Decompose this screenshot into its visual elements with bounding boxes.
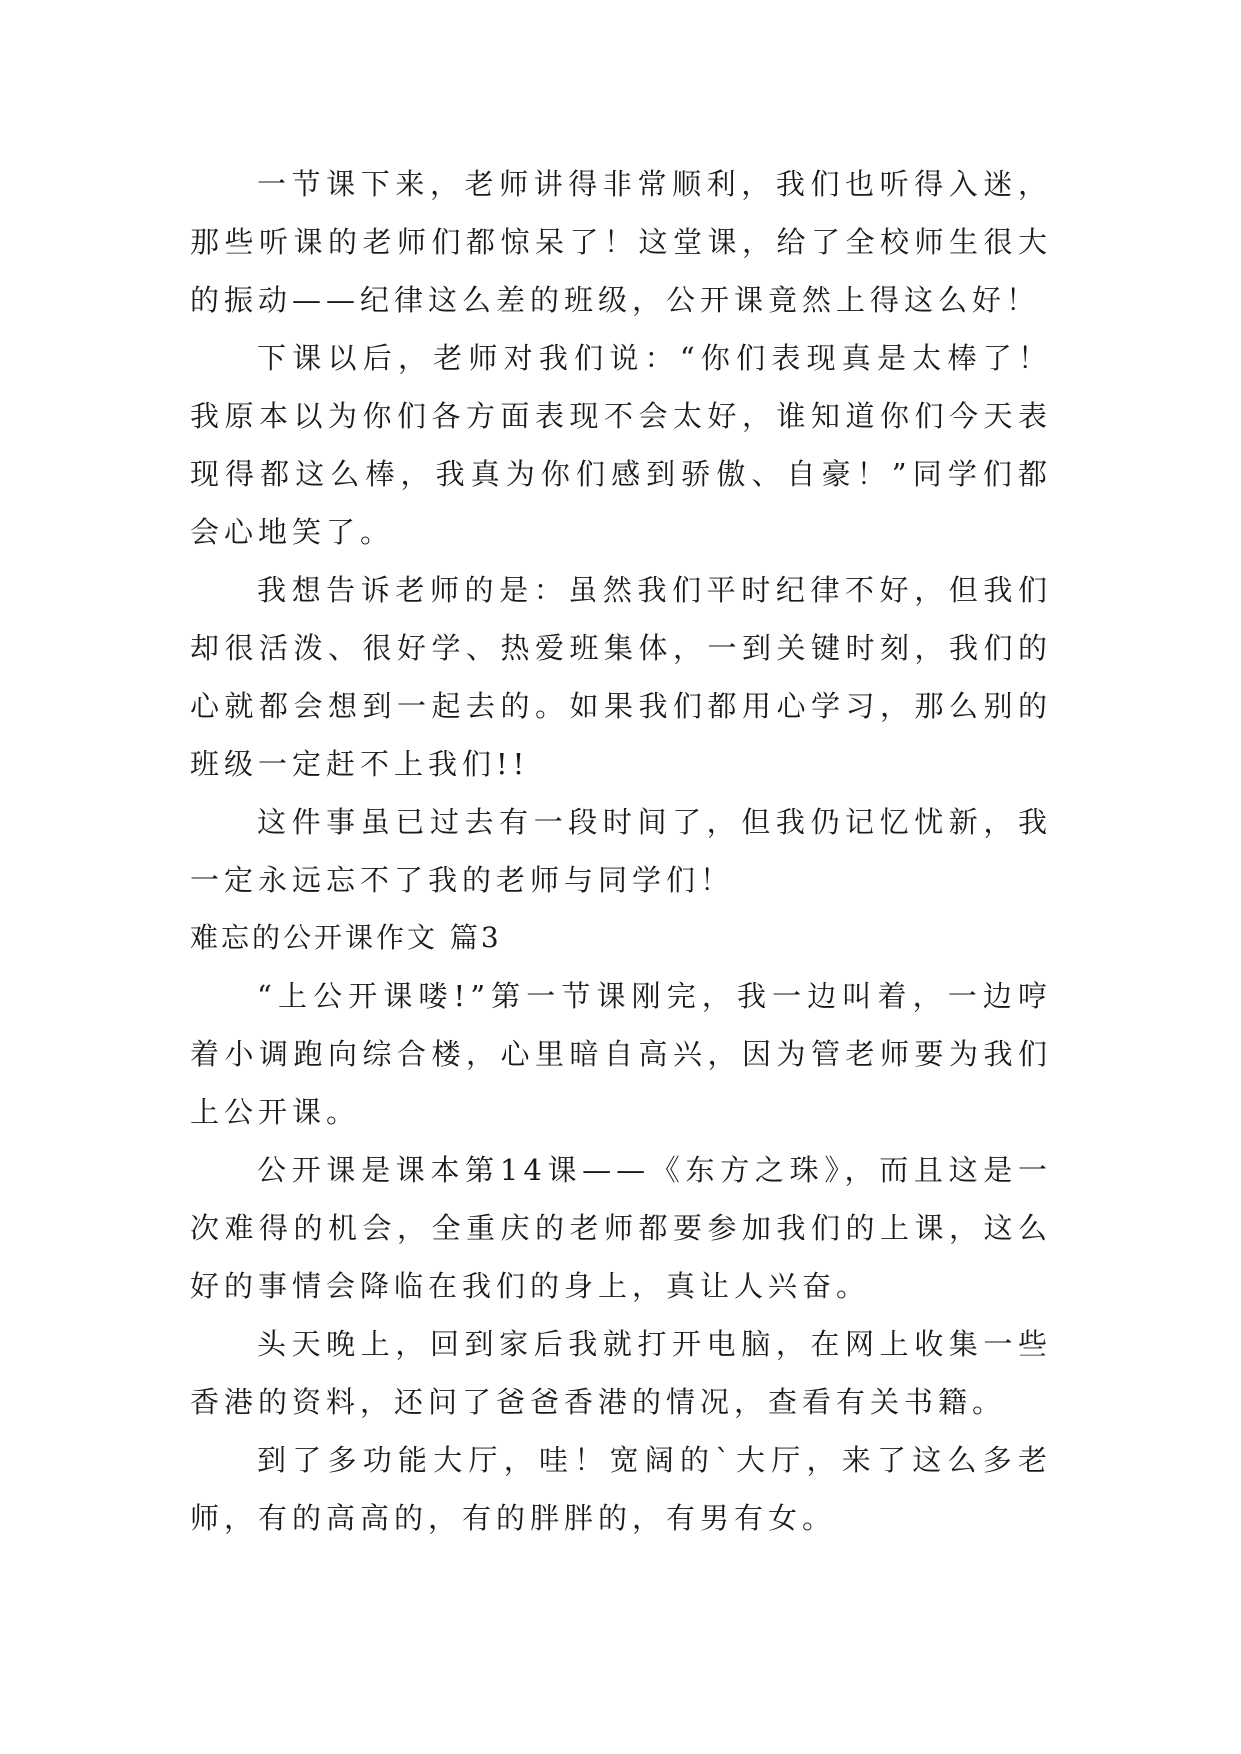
paragraph: 公开课是课本第14课——《东方之珠》，而且这是一次难得的机会，全重庆的老师都要参加我们的上课，这么好的事情会降临在我们的身上，真让人兴奋。 bbox=[190, 1153, 1052, 1303]
paragraph: 我想告诉老师的是：虽然我们平时纪律不好，但我们却很活泼、很好学、热爱班集体，一到关键时刻，我们的心就都会想到一起去的。如果我们都用心学习，那么别的班级一定赶不上我们!! bbox=[190, 573, 1052, 781]
paragraph: 一节课下来，老师讲得非常顺利，我们也听得入迷，那些听课的老师们都惊呆了！这堂课，给了全校师生很大的振动——纪律这么差的班级，公开课竟然上得这么好！ bbox=[190, 167, 1052, 317]
paragraph: 头天晚上，回到家后我就打开电脑，在网上收集一些香港的资料，还问了爸爸香港的情况，查看有关书籍。 bbox=[190, 1327, 1052, 1419]
paragraph: 下课以后，老师对我们说：“你们表现真是太棒了！我原本以为你们各方面表现不会太好，谁知道你们今天表现得都这么棒，我真为你们感到骄傲、自豪！”同学们都会心地笑了。 bbox=[190, 341, 1052, 549]
paragraph: “上公开课喽!”第一节课刚完，我一边叫着，一边哼着小调跑向综合楼，心里暗自高兴，因为管老师要为我们上公开课。 bbox=[190, 979, 1052, 1129]
paragraph: 这件事虽已过去有一段时间了，但我仍记忆忧新，我一定永远忘不了我的老师与同学们！ bbox=[190, 805, 1052, 897]
section-heading: 难忘的公开课作文 篇3 bbox=[190, 921, 502, 954]
paragraph: 到了多功能大厅，哇！宽阔的`大厅，来了这么多老师，有的高高的，有的胖胖的，有男有女。 bbox=[190, 1443, 1052, 1535]
document-page bbox=[190, 155, 1052, 1547]
